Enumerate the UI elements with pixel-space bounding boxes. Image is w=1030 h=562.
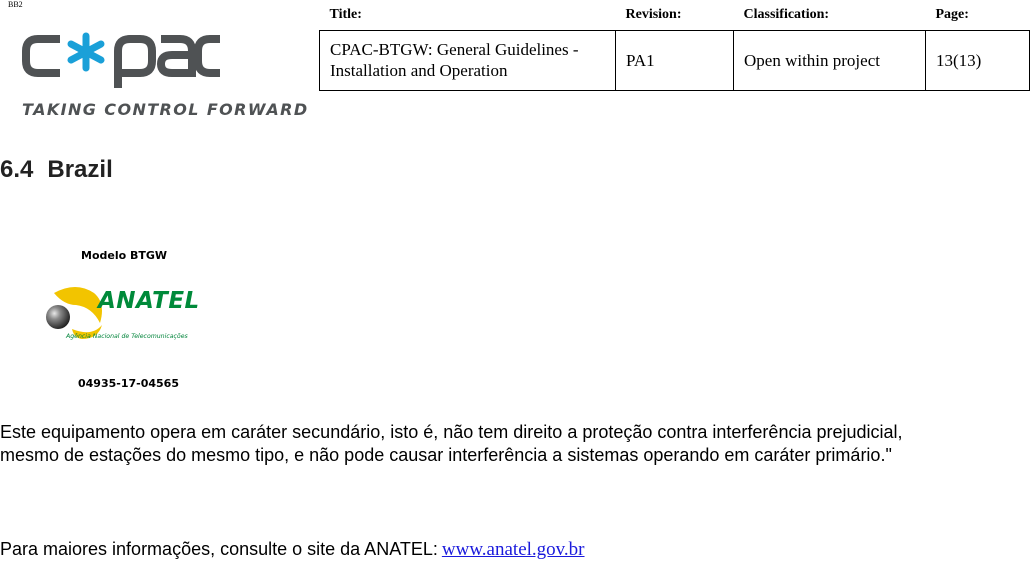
- notice-paragraph: Este equipamento opera em caráter secundário, isto é, não tem direito a proteção contra interferência prejudicial, mesmo de estações do mesmo tipo, e não pode causar interferência a sistemas operando em caráter primário.": [0, 422, 903, 465]
- anatel-wordmark: ANATEL: [98, 288, 200, 314]
- revision-label: Revision:: [625, 6, 682, 22]
- anatel-website-link[interactable]: www.anatel.gov.br: [441, 539, 585, 560]
- classification-value: Open within project: [734, 30, 926, 90]
- page-tag: BB2: [8, 0, 23, 9]
- anatel-logo: [42, 283, 206, 345]
- section-title: Brazil: [47, 156, 113, 183]
- page-label: Page:: [935, 6, 969, 22]
- cpac-logo-icon: [20, 22, 220, 88]
- title-label: Title:: [329, 6, 362, 22]
- logo-tagline: TAKING CONTROL FORWARD: [22, 100, 309, 119]
- model-label: Modelo BTGW: [81, 249, 168, 262]
- certification-code: 04935-17-04565: [78, 377, 179, 390]
- document-header-table: [319, 0, 1030, 91]
- more-info-text: Para maiores informações, consulte o site da ANATEL:: [0, 539, 438, 559]
- page-value: 13(13): [926, 30, 1030, 90]
- revision-value: PA1: [616, 30, 734, 90]
- more-info-line: [0, 539, 585, 561]
- anatel-subtitle: Agência Nacional de Telecomunicações: [66, 333, 188, 340]
- classification-label: Classification:: [743, 6, 830, 22]
- section-heading: [0, 156, 113, 184]
- section-number: 6.4: [0, 156, 34, 183]
- title-value: CPAC-BTGW: General Guidelines - Installation and Operation: [320, 30, 616, 90]
